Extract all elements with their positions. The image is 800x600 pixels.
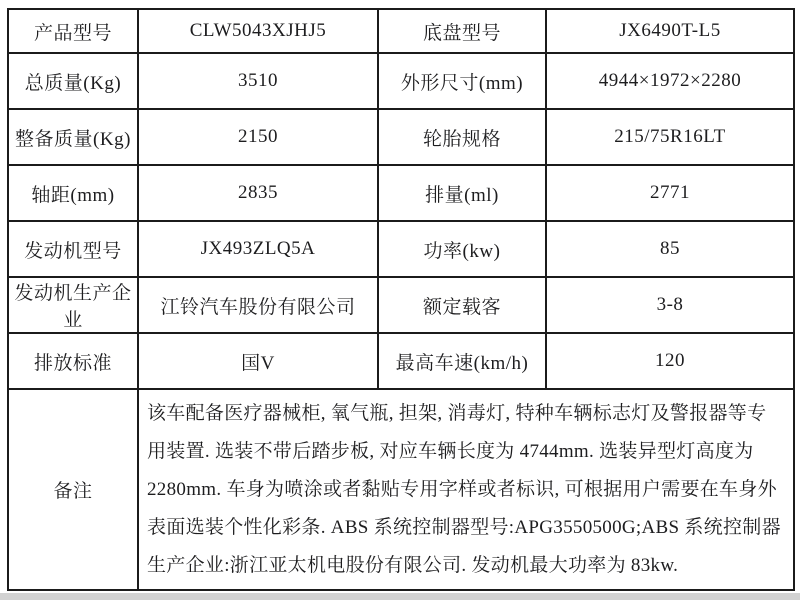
spec-value-cell: 3-8 xyxy=(546,277,794,333)
spec-value-cell: 江铃汽车股份有限公司 xyxy=(138,277,378,333)
spec-label-cell: 轴距(mm) xyxy=(8,165,138,221)
spec-value-cell: 国V xyxy=(138,333,378,389)
spec-label-cell: 发动机生产企业 xyxy=(8,277,138,333)
vehicle-spec-table xyxy=(7,8,795,591)
spec-label-cell: 排量(ml) xyxy=(378,165,546,221)
spec-label-cell: 发动机型号 xyxy=(8,221,138,277)
spec-value-cell: 2771 xyxy=(546,165,794,221)
table-row xyxy=(8,9,794,53)
remark-label-cell: 备注 xyxy=(8,389,138,590)
table-row xyxy=(8,109,794,165)
spec-value-cell: CLW5043XJHJ5 xyxy=(138,9,378,53)
spec-value-cell: 215/75R16LT xyxy=(546,109,794,165)
spec-label-cell: 额定载客 xyxy=(378,277,546,333)
spec-value-cell: 3510 xyxy=(138,53,378,109)
spec-label-cell: 外形尺寸(mm) xyxy=(378,53,546,109)
screenshot-bottom-edge xyxy=(0,593,800,600)
spec-value-cell: JX493ZLQ5A xyxy=(138,221,378,277)
table-row xyxy=(8,53,794,109)
remark-text: 该车配备医疗器械柜, 氧气瓶, 担架, 消毒灯, 特种车辆标志灯及警报器等专用装置. 选装不带后踏步板, 对应车辆长度为 4744mm. 选装异型灯高度为 2280mm. 车身为喷涂或者黏贴专用字样或者标识, 可根据用户需要在车身外表面选装个性化彩条. ABS 系统控制器型号:APG3550500G;ABS 系统控制器生产企业:浙江亚太机电股份有限公司. 发动机最大功率为 83kw. xyxy=(138,389,794,590)
spec-label-cell: 轮胎规格 xyxy=(378,109,546,165)
spec-value-cell: 2150 xyxy=(138,109,378,165)
spec-label-cell: 最高车速(km/h) xyxy=(378,333,546,389)
spec-label-cell: 产品型号 xyxy=(8,9,138,53)
spec-value-cell: JX6490T-L5 xyxy=(546,9,794,53)
table-row xyxy=(8,165,794,221)
spec-label-cell: 整备质量(Kg) xyxy=(8,109,138,165)
spec-value-cell: 85 xyxy=(546,221,794,277)
spec-label-cell: 总质量(Kg) xyxy=(8,53,138,109)
table-row xyxy=(8,221,794,277)
spec-label-cell: 功率(kw) xyxy=(378,221,546,277)
spec-value-cell: 120 xyxy=(546,333,794,389)
remark-row xyxy=(8,389,794,590)
spec-value-cell: 2835 xyxy=(138,165,378,221)
table-row xyxy=(8,333,794,389)
spec-label-cell: 排放标准 xyxy=(8,333,138,389)
spec-label-cell: 底盘型号 xyxy=(378,9,546,53)
table-row xyxy=(8,277,794,333)
spec-value-cell: 4944×1972×2280 xyxy=(546,53,794,109)
